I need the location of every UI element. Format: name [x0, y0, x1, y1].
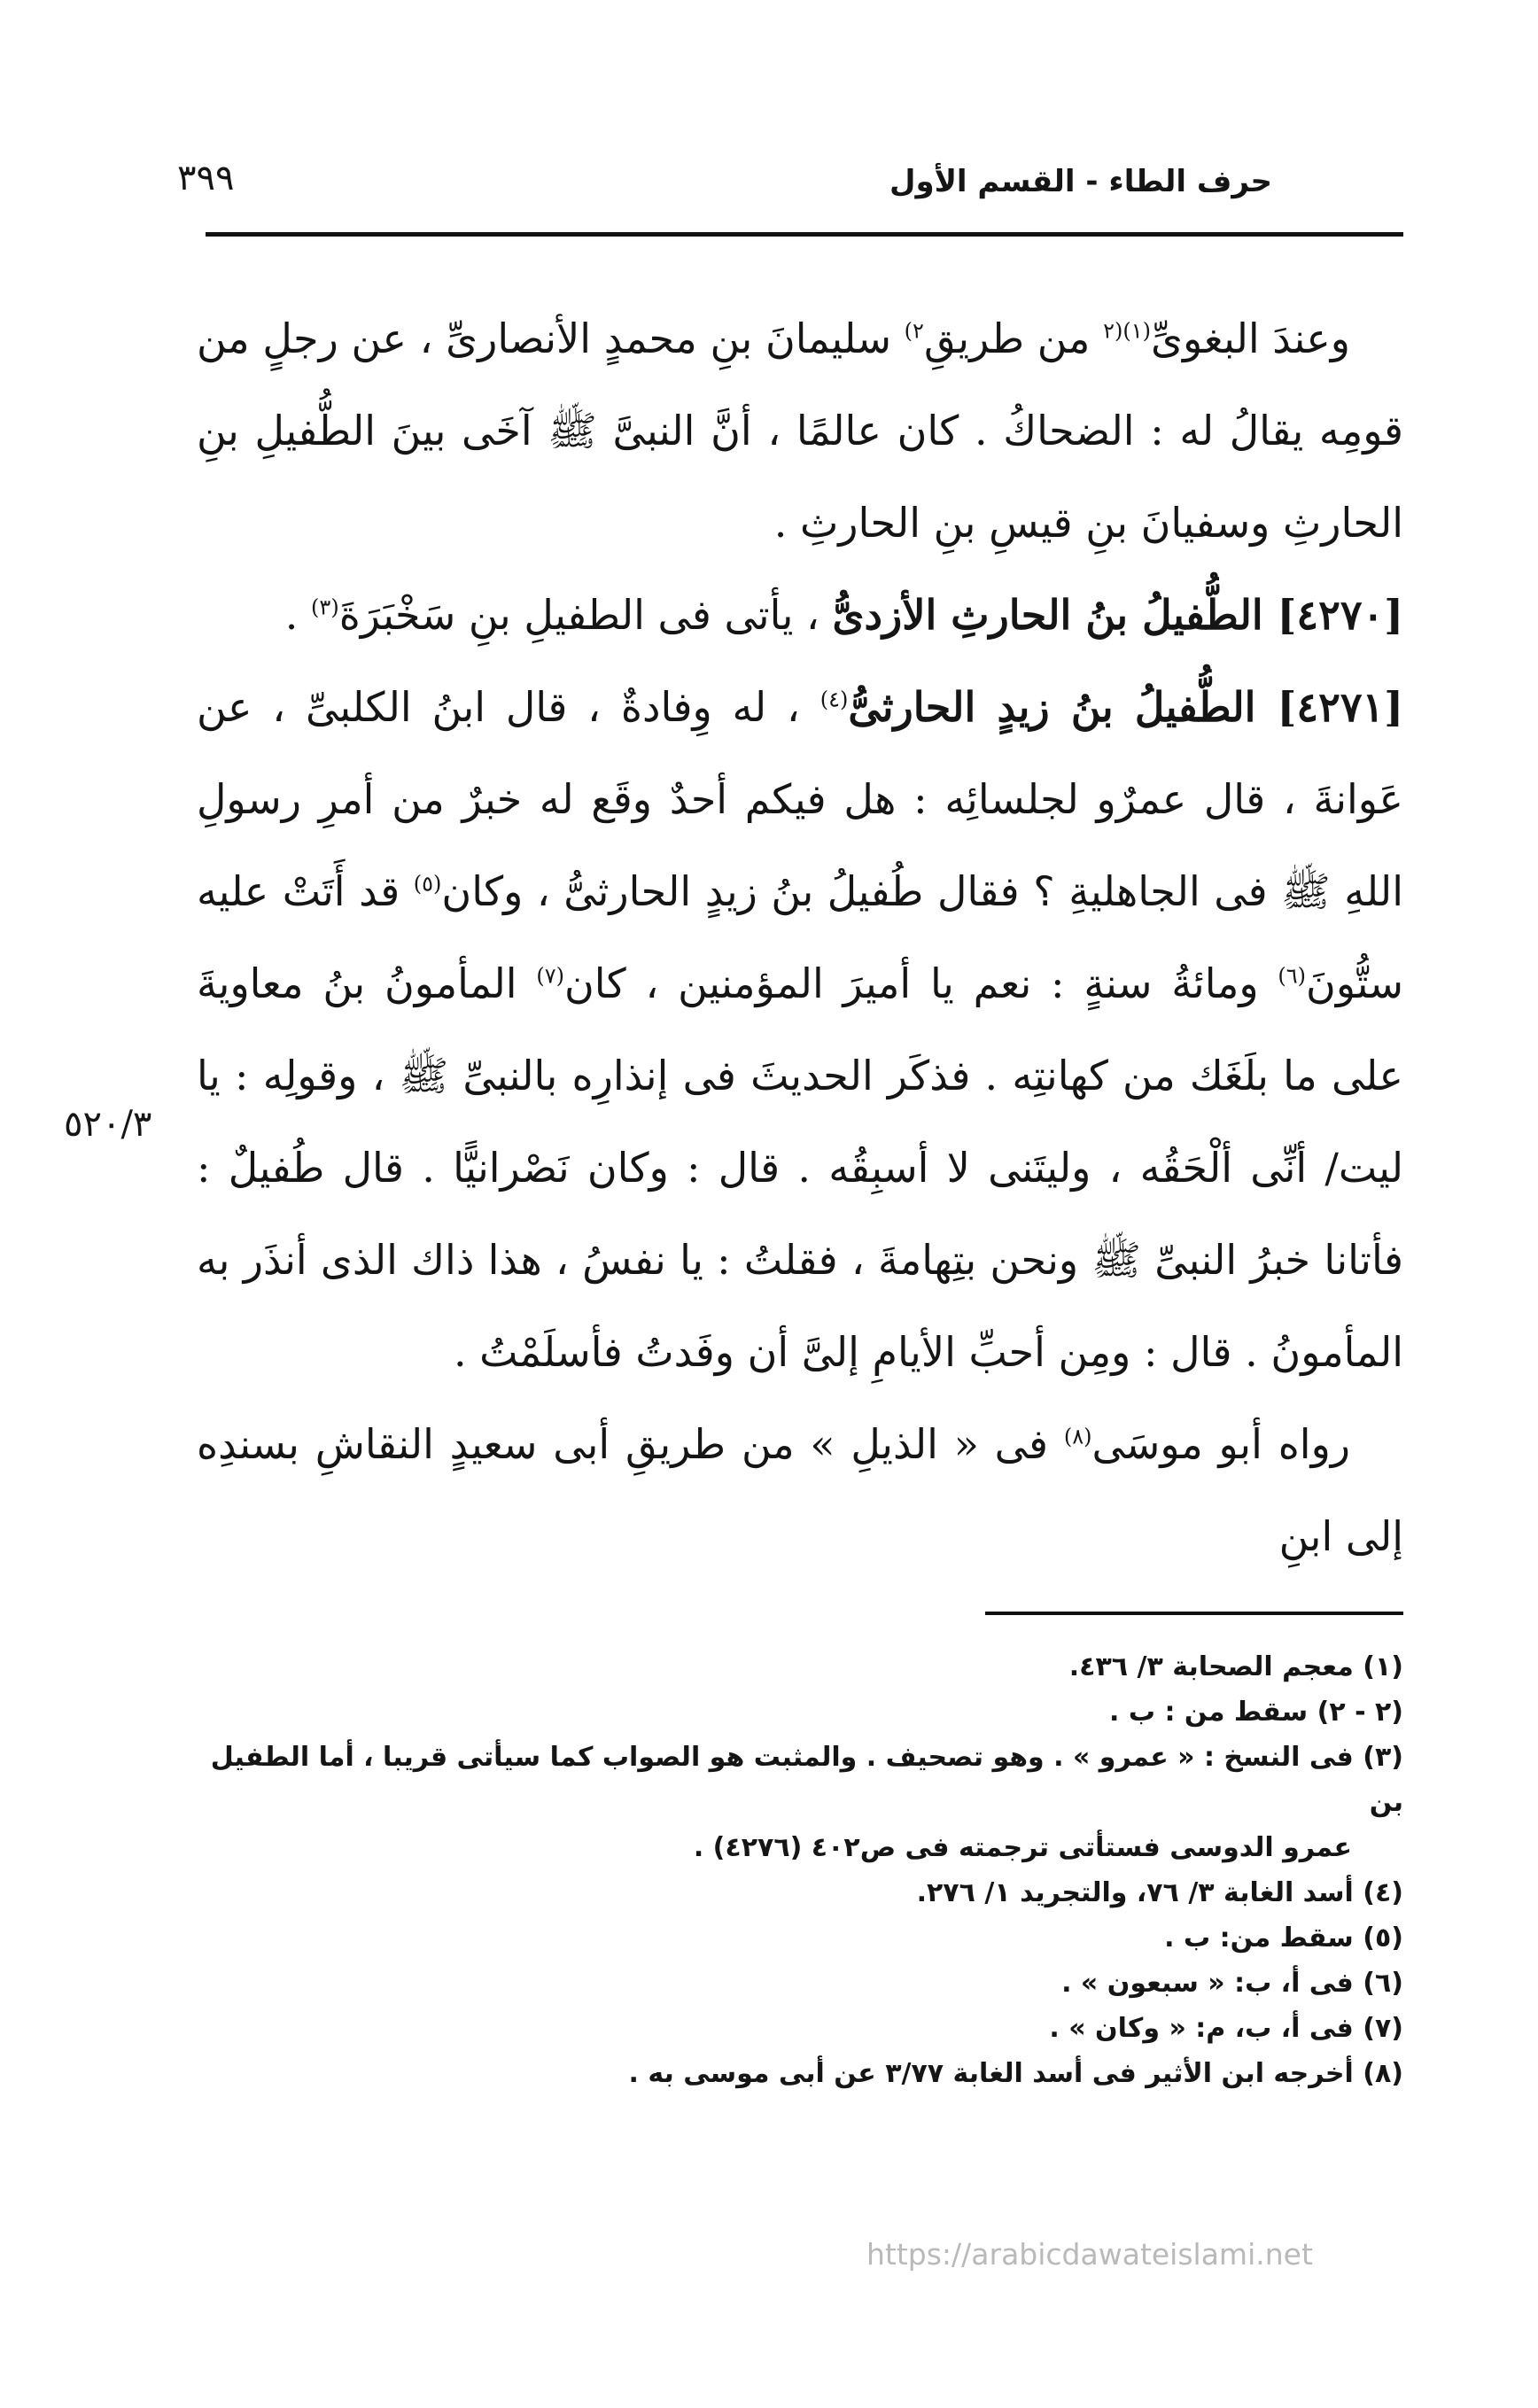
entry-number: [٤٢٧٠]	[1277, 591, 1403, 639]
footnote-marker: (٢	[1103, 318, 1123, 344]
footnote-marker: (٥)	[413, 871, 442, 897]
text-run: .	[284, 591, 312, 639]
entry-4271	[197, 661, 1403, 1398]
paragraph-intro	[197, 292, 1403, 569]
footnote-4: (٤) أسد الغابة ٣/ ٧٦، والتجريد ١/ ٢٧٦.	[916, 1877, 1403, 1908]
text-run: وعندَ البغوىِّ	[1151, 315, 1350, 362]
footnote-marker: (٦)	[1278, 963, 1307, 989]
footnote-6: (٦) فى أ، ب: « سبعون » .	[1061, 1968, 1403, 1999]
text-run: ومائةُ سنةٍ : نعم يا أميرَ المؤمنين ، كان	[564, 959, 1278, 1007]
footnote-1: (١) معجم الصحابة ٣/ ٤٣٦.	[1068, 1651, 1403, 1682]
footnote-3: (٣) فى النسخ : « عمرو » . وهو تصحيف . والمثبت هو الصواب كما سيأتى قريبا ، أما الطفيل بن	[210, 1742, 1403, 1818]
watermark-url: https://arabicdawateislami.net	[866, 2237, 1313, 2272]
text-run: من طريقِ	[923, 315, 1104, 362]
main-text	[197, 292, 1403, 1582]
text-run: ، له وِفادةٌ ، قال ابنُ الكلبىِّ ، عن عَوانةَ ، قال عمرٌو لجلسائِه : هل فيكم أحدٌ وقَع له خبرٌ من أمرِ رسولِ اللهِ ﷺ فى الجاهليةِ ؟ فقال طُفيلُ بنُ زيدٍ الحارثىُّ ، وكان	[197, 683, 1403, 915]
header-divider	[206, 232, 1403, 237]
paragraph-closing	[197, 1398, 1403, 1582]
footnotes	[177, 1644, 1403, 2096]
text-run: فى « الذيلِ » من طريقِ أبى سعيدٍ النقاشِ بسندِه إلى ابنِ	[197, 1420, 1403, 1560]
text-run: سليمانَ بنِ محمدٍ الأنصارىِّ ، عن رجلٍ من قومِه يقالُ له : الضحاكُ . كان عالمًا ، أنَّ النبىَّ ﷺ آخَى بينَ الطُّفيلِ بنِ الحارثِ وسفيانَ بنِ قيسِ بنِ الحارثِ .	[197, 315, 1403, 547]
footnote-2: (٢ - ٢) سقط من : ب .	[1109, 1697, 1403, 1728]
text-run: قد أَتَتْ عليه ستُّونَ	[197, 867, 1403, 1007]
entry-name: الطُّفيلُ بنُ الحارثِ الأزدىُّ	[832, 591, 1278, 639]
footnote-marker: (٨)	[1063, 1424, 1092, 1449]
footnote-marker: (٤)	[819, 687, 849, 712]
footnote-7: (٧) فى أ، ب، م: « وكان » .	[1049, 2013, 1403, 2044]
page-number: ٣٩٩	[177, 158, 235, 198]
margin-reference: ٥٢٠/٣	[64, 1104, 152, 1145]
entry-4270	[197, 569, 1403, 661]
footnote-marker: (١)	[1122, 318, 1151, 344]
footnote-marker: (٣)	[311, 594, 339, 620]
footnote-3-continued: عمرو الدوسى فستأتى ترجمته فى ص٤٠٢ (٤٢٧٦) .	[693, 1832, 1352, 1863]
entry-name: الطُّفيلُ بنُ زيدٍ الحارثىُّ	[848, 683, 1278, 731]
text-run: ، يأتى فى الطفيلِ بنِ سَخْبَرَةَ	[338, 591, 833, 639]
entry-number: [٤٢٧١]	[1277, 683, 1404, 731]
footnote-marker: (٧)	[536, 963, 564, 989]
footnote-marker: ٢)	[904, 318, 924, 344]
footnote-8: (٨) أخرجه ابن الأثير فى أسد الغابة ٣/٧٧ عن أبى موسى به .	[628, 2058, 1403, 2089]
footnote-5: (٥) سقط من: ب .	[1164, 1923, 1403, 1954]
text-run: رواه أبو موسَى	[1091, 1420, 1351, 1468]
footnote-divider	[985, 1612, 1403, 1615]
running-header-title: حرف الطاء - القسم الأول	[889, 164, 1272, 199]
text-run: المأمونُ بنُ معاويةَ على ما بلَغَك من كهانتِه . فذكَر الحديثَ فى إنذارِه بالنبىِّ ﷺ ، وقولِه : يا ليت/ أنِّى ألْحَقُه ، وليتَنى لا أسبِقُه . قال : وكان نَصْرانيًّا . قال طُفيلٌ : فأتانا خبرُ النبىِّ ﷺ ونحن بتِهامةَ ، فقلتُ : يا نفسُ ، هذا ذاك الذى أنذَر به المأمونُ . قال : ومِن أحبِّ الأيامِ إلىَّ أن وفَدتُ فأسلَمْتُ .	[197, 959, 1403, 1376]
